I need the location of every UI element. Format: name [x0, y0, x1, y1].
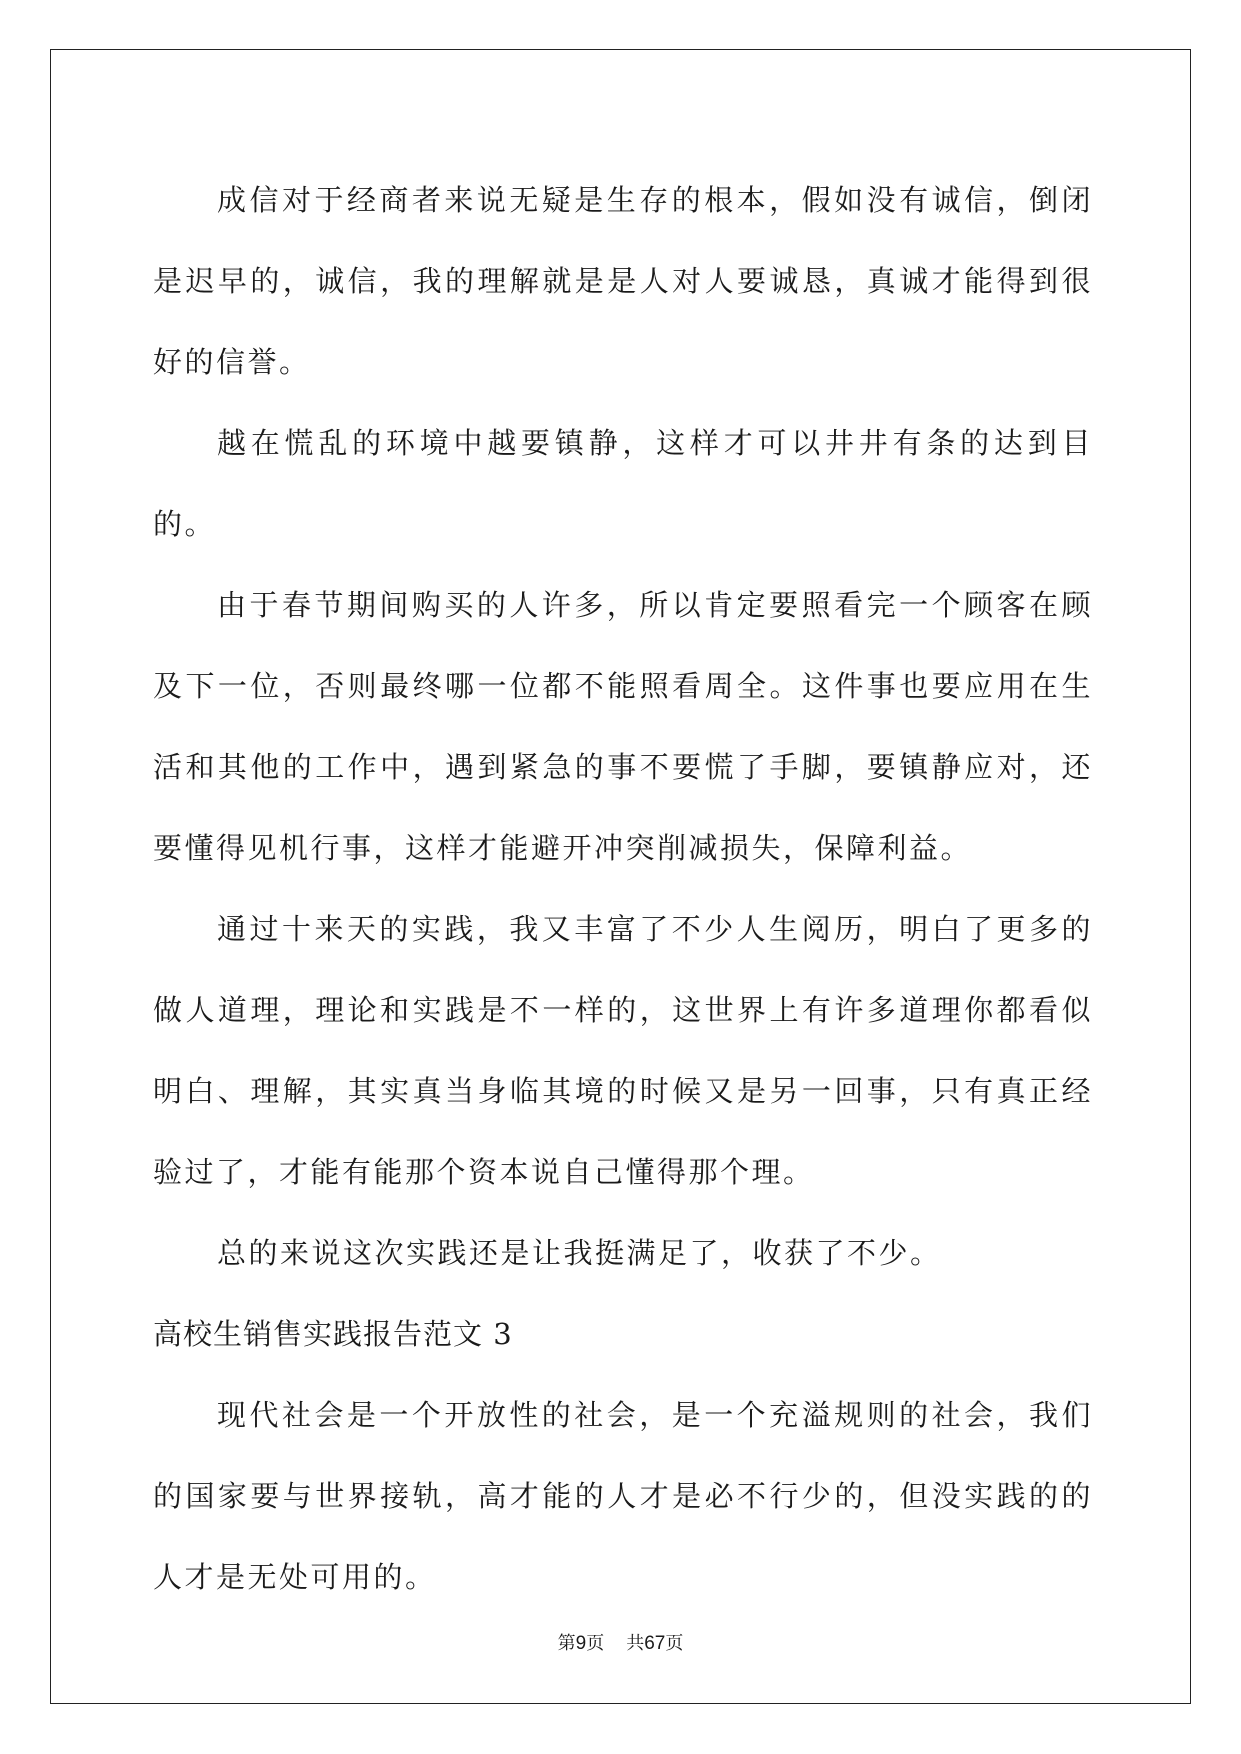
footer-total-pages: 67	[644, 1633, 666, 1654]
paragraph-practice: 通过十来天的实践，我又丰富了不少人生阅历，明白了更多的做人道理，理论和实践是不一样的，这世界上有许多道理你都看似明白、理解，其实真当身临其境的时候又是另一回事，只有真正经验过了，才能有能那个资本说自己懂得那个理。	[153, 912, 1093, 1189]
document-body	[153, 160, 1093, 1618]
footer-page-number: 9	[575, 1633, 587, 1654]
footer-total-suffix: 页	[665, 1633, 684, 1654]
section-heading: 高校生销售实践报告范文 3	[153, 1317, 513, 1351]
page-footer	[0, 1629, 1241, 1655]
paragraph-calm: 越在慌乱的环境中越要镇静，这样才可以井井有条的达到目的。	[153, 426, 1093, 541]
footer-page-prefix: 第	[557, 1633, 576, 1654]
footer-page-suffix: 页	[586, 1633, 605, 1654]
paragraph-spring-festival: 由于春节期间购买的人许多，所以肯定要照看完一个顾客在顾及下一位，否则最终哪一位都不能照看周全。这件事也要应用在生活和其他的工作中，遇到紧急的事不要慌了手脚，要镇静应对，还要懂得见机行事，这样才能避开冲突削减损失，保障利益。	[153, 588, 1093, 865]
paragraph-integrity: 成信对于经商者来说无疑是生存的根本，假如没有诚信，倒闭是迟早的，诚信，我的理解就是是人对人要诚恳，真诚才能得到很好的信誉。	[153, 183, 1093, 379]
paragraph-summary: 总的来说这次实践还是让我挺满足了，收获了不少。	[217, 1236, 942, 1270]
paragraph-modern-society: 现代社会是一个开放性的社会，是一个充溢规则的社会，我们的国家要与世界接轨，高才能的人才是必不行少的，但没实践的的人才是无处可用的。	[153, 1398, 1093, 1594]
footer-total-prefix: 共	[626, 1633, 645, 1654]
